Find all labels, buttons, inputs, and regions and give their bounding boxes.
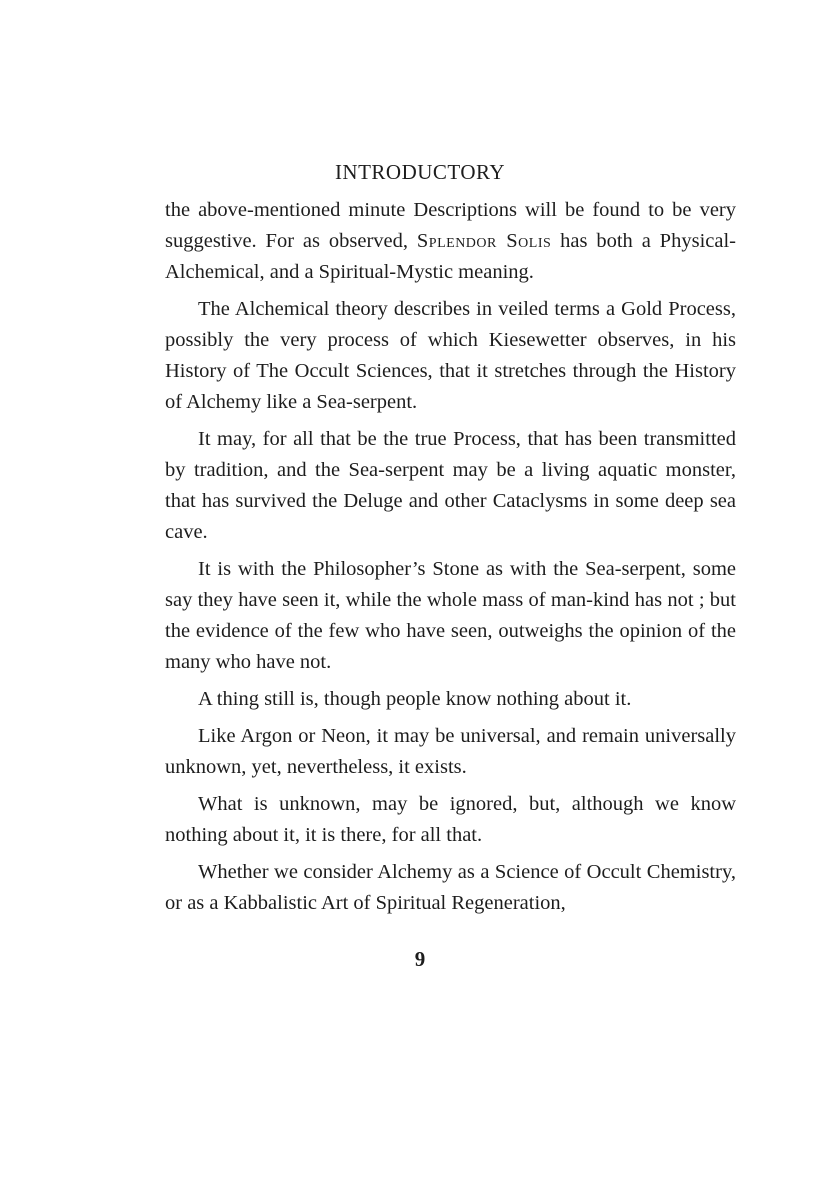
paragraph-5: A thing still is, though people know nothing about it. — [198, 688, 632, 710]
running-header: INTRODUCTORY — [334, 160, 506, 184]
paragraph-1-text-end: has both a Physical-Alchemical, and a Spiritual-Mystic meaning. — [165, 230, 736, 283]
paragraph-4: It is with the Philosopher’s Stone as with the Sea-serpent, some say they have seen it, while the whole mass of man-kind has not ; but the evidence of the few who have seen, outweighs the opinion of the many who have not. — [165, 558, 736, 673]
paragraph-8: Whether we consider Alchemy as a Science of Occult Chemistry, or as a Kabbalistic Art of Spiritual Regeneration, — [165, 861, 736, 914]
book-title-smallcaps: Splendor Solis — [416, 230, 552, 252]
page-number: 9 — [414, 947, 426, 971]
paragraph-1 — [165, 195, 736, 288]
paragraph-6: Like Argon or Neon, it may be universal, and remain universally unknown, yet, nevertheless, it exists. — [165, 725, 736, 778]
body-text — [165, 195, 736, 925]
paragraph-1-text-start: the above-mentioned minute Descriptions will be found to be very suggestive. For as observed, — [165, 199, 736, 252]
paragraph-7: What is unknown, may be ignored, but, although we know nothing about it, it is there, for all that. — [165, 793, 736, 846]
paragraph-3: It may, for all that be the true Process, that has been transmitted by tradition, and the Sea-serpent may be a living aquatic monster, that has survived the Deluge and other Cataclysms in some deep sea cave. — [165, 428, 736, 543]
paragraph-2: The Alchemical theory describes in veiled terms a Gold Process, possibly the very process of which Kiesewetter observes, in his History of The Occult Sciences, that it stretches through the History of Alchemy like a Sea-serpent. — [165, 298, 736, 413]
